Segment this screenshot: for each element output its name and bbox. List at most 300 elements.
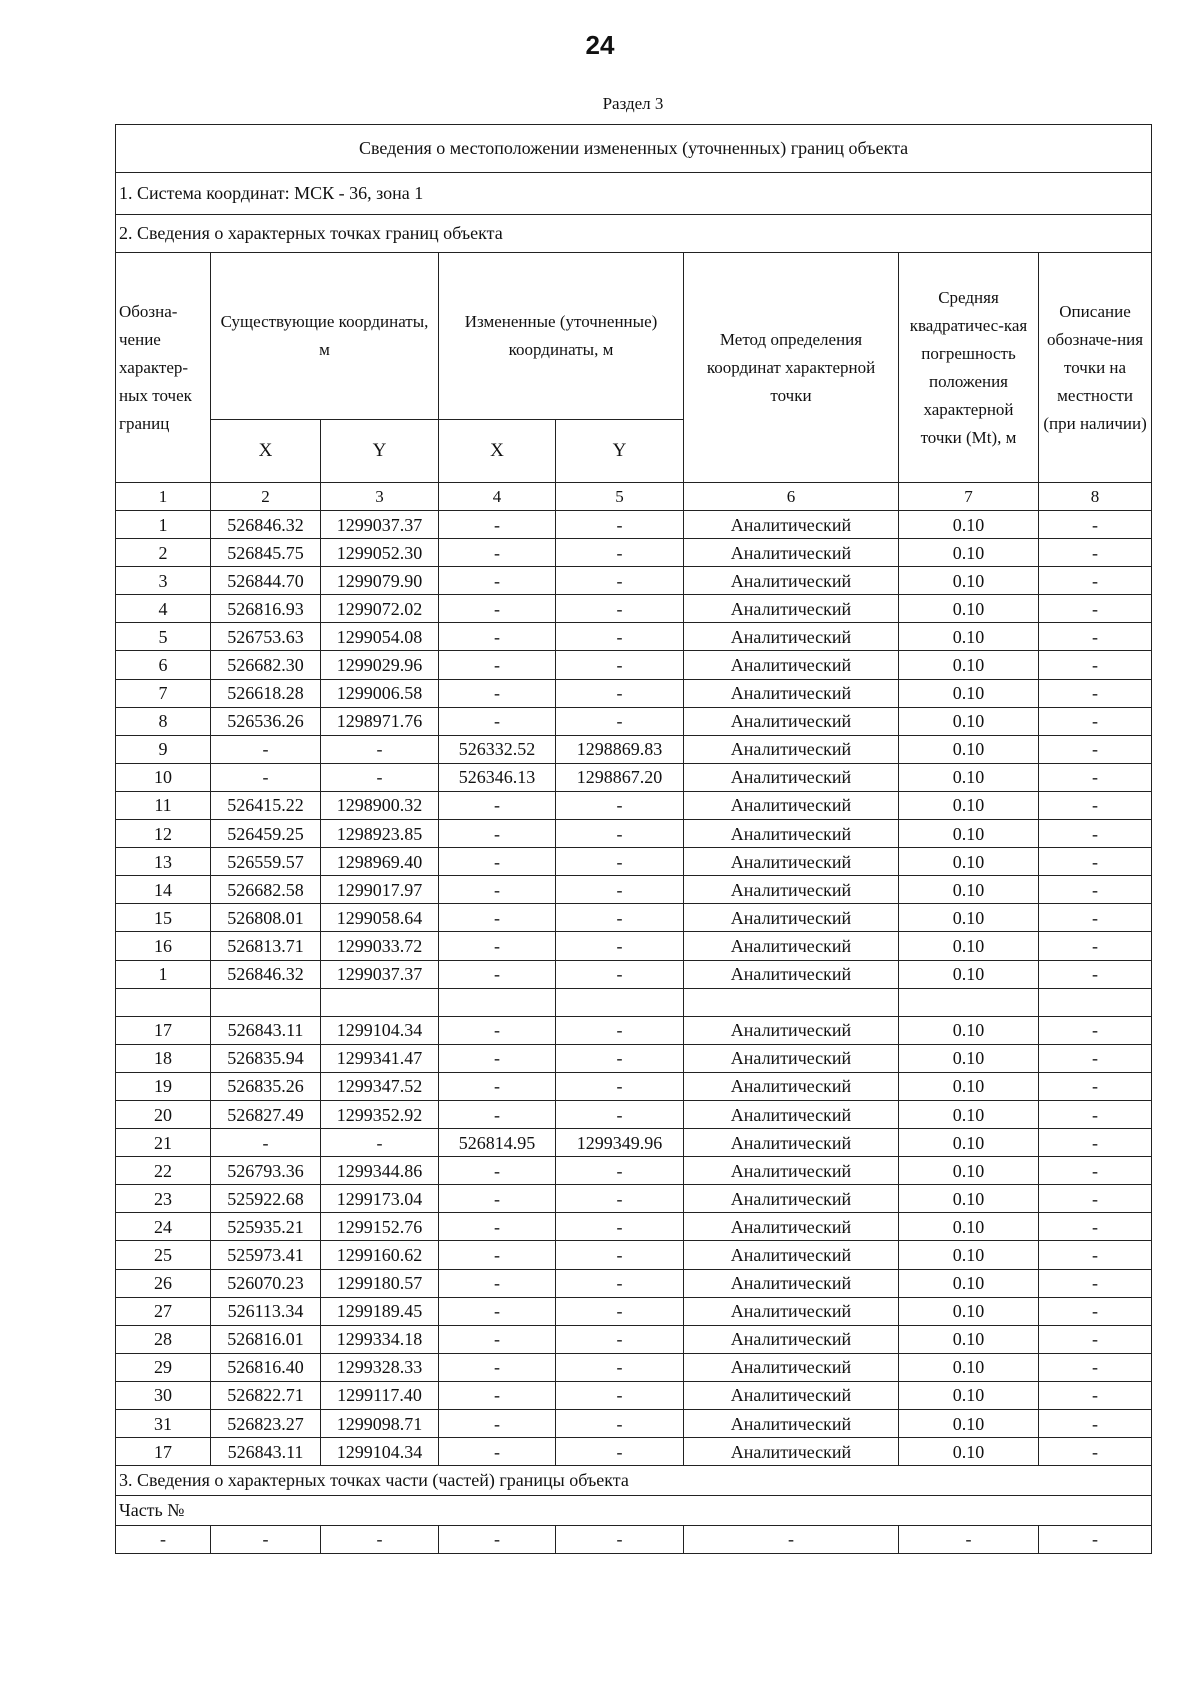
table-cell: 3 [116,567,211,595]
table-cell: Аналитический [684,679,899,707]
table-cell [899,988,1039,1016]
points-heading: 2. Сведения о характерных точках границ объекта [116,215,1152,253]
table-cell: - [1039,1297,1152,1325]
table-row [116,1213,1152,1241]
table-cell: - [211,1129,321,1157]
table-cell: 0.10 [899,1297,1039,1325]
table-cell: 1299334.18 [321,1325,439,1353]
table-cell: - [556,1072,684,1100]
points-heading-row [116,215,1152,253]
table-cell: Аналитический [684,1269,899,1297]
table-cell: - [1039,1185,1152,1213]
page-number: 24 [585,30,615,60]
table-cell: - [439,1526,556,1554]
table-cell: 1299029.96 [321,651,439,679]
table-cell: 1299104.34 [321,1016,439,1044]
table-cell: 1299079.90 [321,567,439,595]
table-cell: Аналитический [684,1438,899,1466]
header-description: Описание обозначе-ния точки на местности (при наличии) [1039,253,1152,483]
column-number: 1 [116,483,211,511]
table-cell: 0.10 [899,1325,1039,1353]
table-row [116,820,1152,848]
table-cell: 526843.11 [211,1438,321,1466]
table-cell: - [1039,1325,1152,1353]
table-row [116,848,1152,876]
part-number-label: Часть № [116,1496,1152,1526]
table-cell: 1298969.40 [321,848,439,876]
table-cell: - [439,1157,556,1185]
table-cell: 17 [116,1016,211,1044]
table-cell: 1299037.37 [321,960,439,988]
table-cell: - [1039,567,1152,595]
table-cell: 526536.26 [211,707,321,735]
table-cell: - [556,511,684,539]
table-cell: - [556,791,684,819]
table-cell: - [1039,1157,1152,1185]
table-cell: - [556,1185,684,1213]
table-cell: - [684,1526,899,1554]
table-cell: - [439,651,556,679]
table-cell: 0.10 [899,1129,1039,1157]
part-points-row [116,1526,1152,1554]
column-number: 8 [1039,483,1152,511]
table-cell: 15 [116,904,211,932]
table-cell: 526814.95 [439,1129,556,1157]
table-cell: 1299054.08 [321,623,439,651]
table-cell [439,988,556,1016]
table-cell: - [1039,960,1152,988]
table-cell: Аналитический [684,848,899,876]
table-cell: Аналитический [684,932,899,960]
table-cell: Аналитический [684,820,899,848]
table-cell: - [1039,791,1152,819]
table-cell: 1299052.30 [321,539,439,567]
table-cell: 19 [116,1072,211,1100]
table-cell: - [1039,932,1152,960]
table-cell: - [1039,1526,1152,1554]
table-cell: - [439,1016,556,1044]
table-cell: - [556,1410,684,1438]
table-row [116,1129,1152,1157]
table-cell: - [439,679,556,707]
table-cell: Аналитический [684,651,899,679]
table-cell: 1298867.20 [556,763,684,791]
table-cell: 0.10 [899,763,1039,791]
table-cell: 1298971.76 [321,707,439,735]
table-cell: 526816.93 [211,595,321,623]
table-title: Сведения о местоположении измененных (уточненных) границ объекта [116,125,1152,173]
table-cell: 1298900.32 [321,791,439,819]
table-title-row [116,125,1152,173]
table-cell: 24 [116,1213,211,1241]
table-cell: 526682.30 [211,651,321,679]
coord-system: 1. Система координат: МСК - 36, зона 1 [116,173,1152,215]
table-cell: - [1039,848,1152,876]
column-number: 4 [439,483,556,511]
table-cell: - [556,960,684,988]
table-cell: 1299037.37 [321,511,439,539]
column-number-row [116,483,1152,511]
table-cell: - [439,904,556,932]
table-cell: 1299104.34 [321,1438,439,1466]
table-cell: - [1039,651,1152,679]
table-cell: - [556,1381,684,1409]
header-designation: Обозна-чение характер-ных точек границ [116,253,211,483]
table-cell: 0.10 [899,623,1039,651]
table-cell: 1299072.02 [321,595,439,623]
column-number: 6 [684,483,899,511]
table-cell: 1299117.40 [321,1381,439,1409]
table-cell: 0.10 [899,1157,1039,1185]
table-cell: - [321,1129,439,1157]
table-cell: 0.10 [899,1241,1039,1269]
table-cell: - [1039,763,1152,791]
table-row [116,1016,1152,1044]
table-cell: 1298869.83 [556,735,684,763]
table-cell: - [439,1381,556,1409]
table-cell: - [1039,1269,1152,1297]
table-cell: 13 [116,848,211,876]
table-cell [321,988,439,1016]
coord-system-row [116,173,1152,215]
table-cell: - [439,960,556,988]
table-cell: 526823.27 [211,1410,321,1438]
table-cell: 28 [116,1325,211,1353]
table-cell: 0.10 [899,595,1039,623]
table-cell: Аналитический [684,1016,899,1044]
table-row [116,1100,1152,1128]
table-cell: - [556,820,684,848]
table-cell: - [1039,1438,1152,1466]
table-cell [556,988,684,1016]
table-row [116,651,1152,679]
table-cell: Аналитический [684,1325,899,1353]
header-x-existing: X [211,420,321,483]
table-cell: - [439,1072,556,1100]
table-cell: 526459.25 [211,820,321,848]
table-row [116,1157,1152,1185]
table-cell: 526846.32 [211,960,321,988]
table-cell: Аналитический [684,1100,899,1128]
table-cell: Аналитический [684,595,899,623]
table-cell: 5 [116,623,211,651]
table-cell: 0.10 [899,1410,1039,1438]
table-cell: Аналитический [684,1381,899,1409]
table-cell: Аналитический [684,1241,899,1269]
table-cell: 1299033.72 [321,932,439,960]
table-cell: 526846.32 [211,511,321,539]
table-cell: 12 [116,820,211,848]
table-cell: Аналитический [684,539,899,567]
table-cell: - [556,651,684,679]
table-cell: - [439,1185,556,1213]
table-row [116,1325,1152,1353]
table-row [116,1269,1152,1297]
table-cell: - [211,1526,321,1554]
table-cell: - [321,1526,439,1554]
table-cell: 29 [116,1353,211,1381]
boundary-table [115,124,1152,1554]
table-cell: 0.10 [899,791,1039,819]
table-cell: 2 [116,539,211,567]
table-cell: 0.10 [899,1016,1039,1044]
table-cell: 526559.57 [211,848,321,876]
table-cell: 1299098.71 [321,1410,439,1438]
table-cell: 526844.70 [211,567,321,595]
table-cell: 1299347.52 [321,1072,439,1100]
table-row [116,1381,1152,1409]
table-cell: Аналитический [684,735,899,763]
table-row [116,1410,1152,1438]
table-cell: - [556,848,684,876]
table-cell: - [556,1353,684,1381]
table-cell: 0.10 [899,1381,1039,1409]
table-cell: - [439,876,556,904]
table-cell: 25 [116,1241,211,1269]
parts-heading-row [116,1466,1152,1496]
table-cell: - [439,1213,556,1241]
table-cell: - [439,1438,556,1466]
table-row [116,623,1152,651]
table-cell [684,988,899,1016]
table-row [116,1438,1152,1466]
table-cell: 30 [116,1381,211,1409]
table-row [116,763,1152,791]
table-cell: - [1039,1044,1152,1072]
table-cell: 22 [116,1157,211,1185]
table-cell: - [439,595,556,623]
table-cell: 526753.63 [211,623,321,651]
table-cell: - [1039,820,1152,848]
table-cell: 526618.28 [211,679,321,707]
table-cell: - [556,1297,684,1325]
table-cell: Аналитический [684,511,899,539]
table-cell: - [1039,707,1152,735]
table-cell: 526813.71 [211,932,321,960]
table-cell: - [439,1410,556,1438]
table-cell: - [321,735,439,763]
table-cell: - [556,1241,684,1269]
table-cell: 526793.36 [211,1157,321,1185]
table-cell: Аналитический [684,1185,899,1213]
header-row-1 [116,253,1152,420]
table-cell: 23 [116,1185,211,1213]
part-number-row [116,1496,1152,1526]
table-cell: - [556,1044,684,1072]
table-cell: 1298923.85 [321,820,439,848]
points-body [116,511,1152,1466]
table-row [116,1185,1152,1213]
table-cell: Аналитический [684,791,899,819]
table-row [116,707,1152,735]
table-cell: - [439,1297,556,1325]
table-cell: - [1039,1213,1152,1241]
table-cell: 526113.34 [211,1297,321,1325]
table-cell: 1299352.92 [321,1100,439,1128]
header-existing: Существующие координаты, м [211,253,439,420]
table-cell: - [439,932,556,960]
table-cell: 1 [116,960,211,988]
table-row [116,876,1152,904]
table-cell: 0.10 [899,651,1039,679]
table-cell: Аналитический [684,567,899,595]
table-cell: - [439,707,556,735]
parts-heading: 3. Сведения о характерных точках части (частей) границы объекта [116,1466,1152,1496]
table-cell: 16 [116,932,211,960]
table-cell: 26 [116,1269,211,1297]
table-cell: 20 [116,1100,211,1128]
table-cell: 1299160.62 [321,1241,439,1269]
table-row [116,932,1152,960]
table-cell: Аналитический [684,1157,899,1185]
table-cell: 10 [116,763,211,791]
table-cell: 526843.11 [211,1016,321,1044]
table-cell: 0.10 [899,1353,1039,1381]
column-number: 5 [556,483,684,511]
table-cell: 11 [116,791,211,819]
table-cell [1039,988,1152,1016]
table-cell: - [556,707,684,735]
table-cell: 0.10 [899,960,1039,988]
table-cell: - [556,1157,684,1185]
table-cell: 0.10 [899,820,1039,848]
table-cell: 526808.01 [211,904,321,932]
table-cell: - [1039,623,1152,651]
table-cell: Аналитический [684,623,899,651]
table-cell: - [556,623,684,651]
table-row [116,511,1152,539]
table-cell: - [1039,1381,1152,1409]
table-cell: - [439,1325,556,1353]
table-cell: 525973.41 [211,1241,321,1269]
table-cell: - [1039,1072,1152,1100]
table-row [116,679,1152,707]
table-cell: 27 [116,1297,211,1325]
table-cell: 526415.22 [211,791,321,819]
table-cell: 0.10 [899,679,1039,707]
table-cell: Аналитический [684,1129,899,1157]
table-cell: - [439,567,556,595]
table-cell: - [439,791,556,819]
table-cell: 1299344.86 [321,1157,439,1185]
table-row [116,904,1152,932]
table-cell: - [556,567,684,595]
table-cell: 0.10 [899,1100,1039,1128]
table-cell: - [439,1353,556,1381]
table-cell: - [439,623,556,651]
table-cell: 526346.13 [439,763,556,791]
column-number: 7 [899,483,1039,511]
table-row [116,1044,1152,1072]
table-cell: 0.10 [899,1072,1039,1100]
table-cell: - [1039,511,1152,539]
table-cell: 31 [116,1410,211,1438]
table-row [116,539,1152,567]
table-cell: 526816.40 [211,1353,321,1381]
table-cell: 4 [116,595,211,623]
table-cell: Аналитический [684,1213,899,1241]
table-cell: - [556,904,684,932]
table-row [116,1297,1152,1325]
table-cell: 1299180.57 [321,1269,439,1297]
table-cell: 0.10 [899,567,1039,595]
table-cell: 1299152.76 [321,1213,439,1241]
table-cell: - [439,539,556,567]
table-cell: - [1039,1410,1152,1438]
table-cell: 0.10 [899,1269,1039,1297]
table-cell: Аналитический [684,1353,899,1381]
table-row [116,1072,1152,1100]
table-cell: - [556,1100,684,1128]
table-cell: 1299058.64 [321,904,439,932]
table-cell: - [899,1526,1039,1554]
table-cell: Аналитический [684,707,899,735]
header-changed: Измененные (уточненные) координаты, м [439,253,684,420]
table-cell: Аналитический [684,1044,899,1072]
table-cell: 0.10 [899,1213,1039,1241]
table-cell [116,988,211,1016]
table-cell: - [1039,904,1152,932]
table-row [116,791,1152,819]
table-cell: 526827.49 [211,1100,321,1128]
table-cell: Аналитический [684,1410,899,1438]
table-row [116,1353,1152,1381]
table-cell: - [439,1100,556,1128]
table-cell: 8 [116,707,211,735]
table-cell: 526835.26 [211,1072,321,1100]
table-row [116,988,1152,1016]
table-row [116,595,1152,623]
table-cell: 0.10 [899,1185,1039,1213]
header-error: Средняя квадратичес-кая погрешность положения характерной точки (Mt), м [899,253,1039,483]
table-cell: 0.10 [899,848,1039,876]
table-cell: Аналитический [684,1297,899,1325]
table-cell: 1299328.33 [321,1353,439,1381]
table-row [116,567,1152,595]
table-cell: 0.10 [899,1044,1039,1072]
table-cell: Аналитический [684,960,899,988]
table-cell: 0.10 [899,735,1039,763]
table-cell: 0.10 [899,1438,1039,1466]
table-cell: - [556,1325,684,1353]
table-cell: 526816.01 [211,1325,321,1353]
table-cell: - [1039,876,1152,904]
table-cell: 7 [116,679,211,707]
table-cell: 526835.94 [211,1044,321,1072]
table-cell: - [556,679,684,707]
table-cell: - [556,1438,684,1466]
header-y-existing: Y [321,420,439,483]
table-cell: - [1039,1129,1152,1157]
table-cell: - [439,511,556,539]
section-label: Раздел 3 [602,94,664,113]
table-cell: 526822.71 [211,1381,321,1409]
table-cell: 14 [116,876,211,904]
table-cell: - [439,1241,556,1269]
table-row [116,960,1152,988]
table-cell: 0.10 [899,876,1039,904]
column-number: 3 [321,483,439,511]
table-cell: 1299173.04 [321,1185,439,1213]
table-cell: 526682.58 [211,876,321,904]
table-cell: - [439,1269,556,1297]
table-cell: 0.10 [899,511,1039,539]
table-cell: - [556,1269,684,1297]
table-cell: - [439,848,556,876]
table-cell: Аналитический [684,1072,899,1100]
table-cell: 1299189.45 [321,1297,439,1325]
table-row [116,735,1152,763]
